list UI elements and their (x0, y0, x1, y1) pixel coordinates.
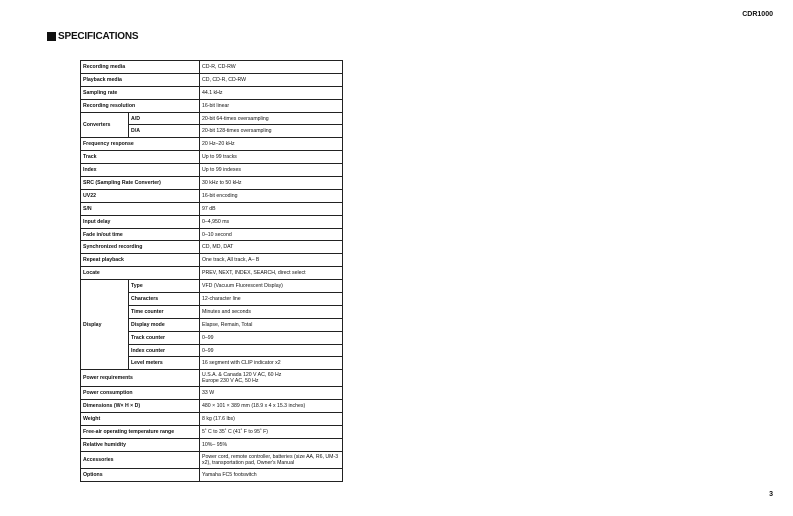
spec-row (81, 189, 343, 202)
spec-row (81, 468, 343, 481)
spec-sublabel: D/A (129, 125, 200, 138)
spec-label: Free-air operating temperature range (81, 426, 200, 439)
spec-label: Recording resolution (81, 99, 200, 112)
spec-value: U.S.A. & Canada 120 V AC, 60 Hz Europe 230 V AC, 50 Hz (200, 370, 343, 387)
spec-value: 480 × 101 × 389 mm (18.9 x 4 x 15.3 inches) (200, 400, 343, 413)
page-number: 3 (769, 491, 773, 498)
spec-value: 10%– 95% (200, 438, 343, 451)
spec-label: S/N (81, 202, 200, 215)
spec-value: One track, All track, A– B (200, 254, 343, 267)
spec-value: 8 kg (17.6 lbs) (200, 413, 343, 426)
spec-label: Power consumption (81, 387, 200, 400)
spec-row (81, 61, 343, 74)
spec-label: Sampling rate (81, 86, 200, 99)
spec-sublabel: Index counter (129, 344, 200, 357)
spec-value: 0–4,950 ms (200, 215, 343, 228)
spec-value: 0–99 (200, 344, 343, 357)
section-heading (47, 31, 138, 42)
spec-row (81, 413, 343, 426)
spec-value: 0–10 second (200, 228, 343, 241)
spec-row (81, 438, 343, 451)
spec-label: Accessories (81, 451, 200, 468)
spec-label: Display (81, 280, 129, 370)
spec-value: 12-character line (200, 293, 343, 306)
spec-label: Recording media (81, 61, 200, 74)
spec-row (81, 164, 343, 177)
spec-row (81, 241, 343, 254)
spec-row (81, 151, 343, 164)
spec-row (81, 112, 343, 125)
spec-row (81, 280, 343, 293)
spec-label: Playback media (81, 73, 200, 86)
spec-row (81, 73, 343, 86)
spec-row (81, 267, 343, 280)
spec-value: CD-R, CD-RW (200, 61, 343, 74)
spec-value: 44.1 kHz (200, 86, 343, 99)
spec-value: 20 Hz–20 kHz (200, 138, 343, 151)
spec-value: Yamaha FC5 footswitch (200, 468, 343, 481)
spec-label: Fade in/out time (81, 228, 200, 241)
spec-row (81, 370, 343, 387)
model-number: CDR1000 (742, 11, 773, 18)
spec-row (81, 387, 343, 400)
spec-row (81, 138, 343, 151)
spec-row (81, 254, 343, 267)
spec-row (81, 426, 343, 439)
spec-table (80, 60, 343, 482)
spec-value: Up to 99 indexes (200, 164, 343, 177)
spec-value: 0–99 (200, 331, 343, 344)
spec-label: Input delay (81, 215, 200, 228)
heading-square-icon (47, 32, 56, 41)
spec-sublabel: A/D (129, 112, 200, 125)
spec-label: Synchronized recording (81, 241, 200, 254)
spec-label: Track (81, 151, 200, 164)
spec-sublabel: Time counter (129, 305, 200, 318)
spec-row (81, 451, 343, 468)
spec-value: CD, MD, DAT (200, 241, 343, 254)
spec-value: 30 kHz to 50 kHz (200, 177, 343, 190)
spec-row (81, 400, 343, 413)
spec-label: Index (81, 164, 200, 177)
spec-row (81, 202, 343, 215)
spec-value: VFD (Vacuum Fluorescent Display) (200, 280, 343, 293)
spec-label: Converters (81, 112, 129, 138)
spec-label: Locate (81, 267, 200, 280)
spec-row (81, 177, 343, 190)
spec-value: 16 segment with CLIP indicator x2 (200, 357, 343, 370)
spec-sublabel: Track counter (129, 331, 200, 344)
spec-row (81, 86, 343, 99)
spec-value: 97 dB (200, 202, 343, 215)
spec-value: 5˚ C to 35˚ C (41˚ F to 95˚ F) (200, 426, 343, 439)
spec-value: CD, CD-R, CD-RW (200, 73, 343, 86)
spec-label: Repeat playback (81, 254, 200, 267)
spec-value: PREV, NEXT, INDEX, SEARCH, direct select (200, 267, 343, 280)
spec-value: Power cord, remote controller, batteries (size AA, R6, UM-3 x2), transportation pad, Owner's Manual (200, 451, 343, 468)
spec-sublabel: Type (129, 280, 200, 293)
spec-label: Frequency response (81, 138, 200, 151)
spec-row (81, 215, 343, 228)
spec-label: Dimensions (W× H × D) (81, 400, 200, 413)
spec-label: Relative humidity (81, 438, 200, 451)
spec-value: Up to 99 tracks (200, 151, 343, 164)
spec-sublabel: Level meters (129, 357, 200, 370)
spec-value: Minutes and seconds (200, 305, 343, 318)
spec-label: SRC (Sampling Rate Converter) (81, 177, 200, 190)
spec-value: 33 W (200, 387, 343, 400)
spec-sublabel: Display mode (129, 318, 200, 331)
spec-value: 20-bit 64-times oversampling (200, 112, 343, 125)
spec-value: 16-bit linear (200, 99, 343, 112)
spec-label: UV22 (81, 189, 200, 202)
spec-row (81, 228, 343, 241)
spec-value: 16-bit encoding (200, 189, 343, 202)
spec-value: 20-bit 128-times oversampling (200, 125, 343, 138)
spec-label: Power requirements (81, 370, 200, 387)
spec-value: Elapse, Remain, Total (200, 318, 343, 331)
section-title: SPECIFICATIONS (58, 31, 139, 42)
spec-label: Options (81, 468, 200, 481)
spec-label: Weight (81, 413, 200, 426)
spec-row (81, 99, 343, 112)
spec-sublabel: Characters (129, 293, 200, 306)
